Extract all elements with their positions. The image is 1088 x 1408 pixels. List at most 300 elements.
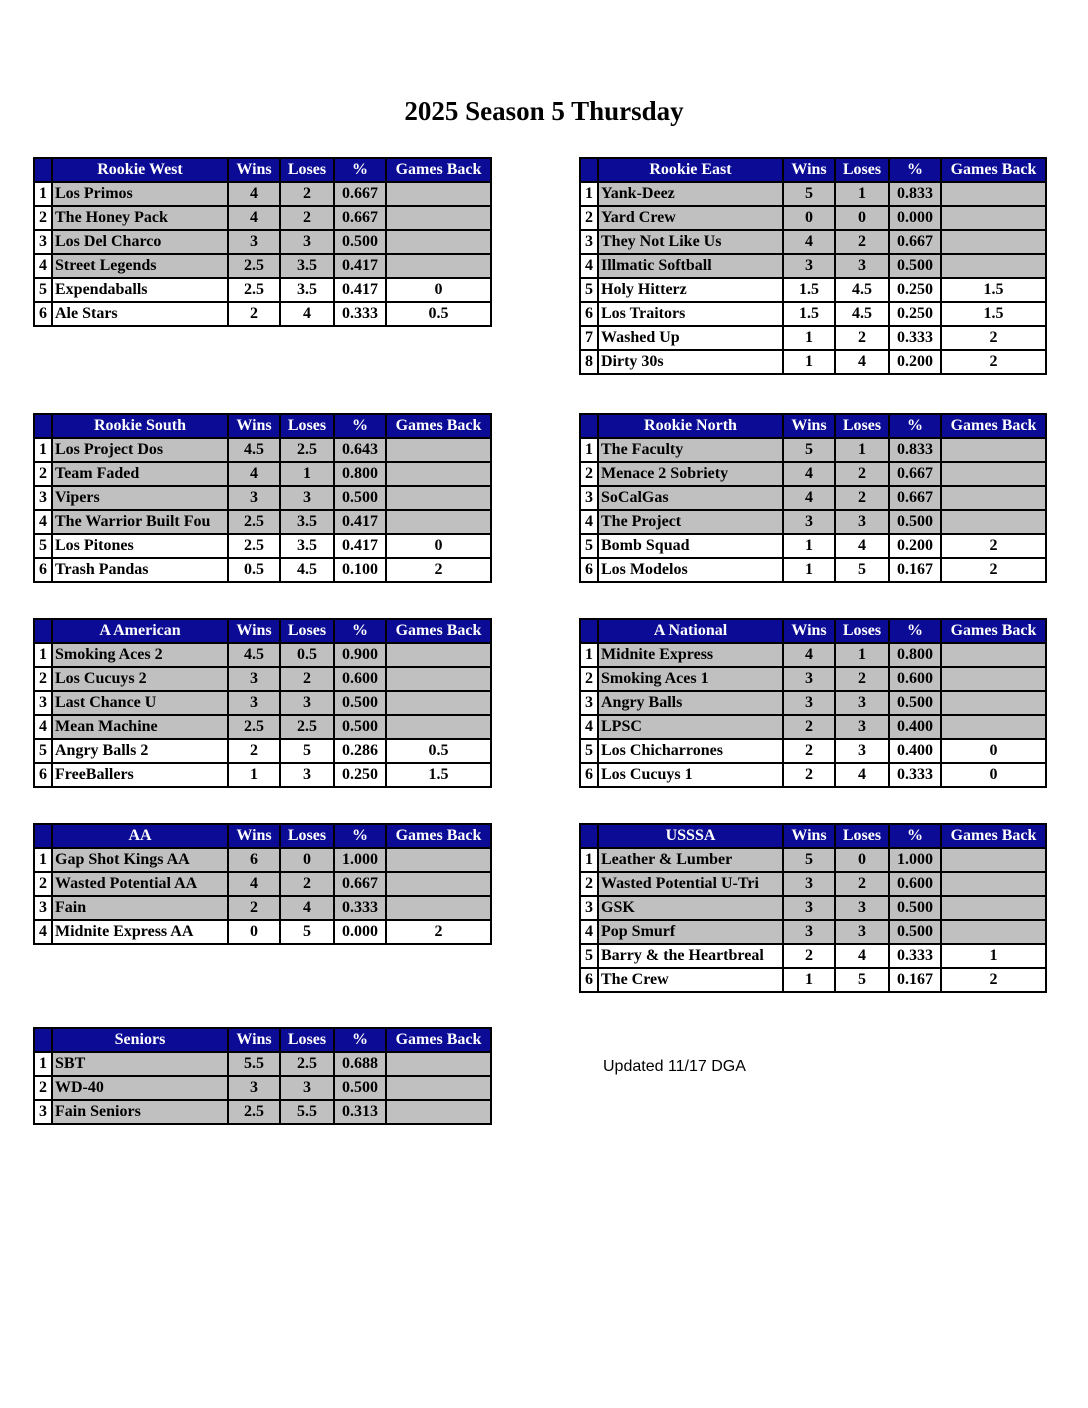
pct-cell: 0.667 xyxy=(889,462,941,486)
team-name-cell: Leather & Lumber xyxy=(598,848,783,872)
pct-cell: 0.667 xyxy=(889,230,941,254)
rank-cell: 2 xyxy=(580,206,598,230)
table-row xyxy=(34,715,491,739)
games-back-header: Games Back xyxy=(941,158,1046,182)
games-back-header: Games Back xyxy=(386,158,491,182)
wins-cell: 3 xyxy=(228,691,280,715)
games-back-cell xyxy=(386,1052,491,1076)
games-back-cell xyxy=(386,230,491,254)
pct-cell: 0.333 xyxy=(889,763,941,787)
loses-header: Loses xyxy=(280,414,334,438)
rank-cell: 4 xyxy=(580,920,598,944)
team-name-cell: Angry Balls xyxy=(598,691,783,715)
games-back-cell: 0 xyxy=(386,534,491,558)
division-name: Rookie West xyxy=(52,158,228,182)
pct-cell: 0.333 xyxy=(334,896,386,920)
loses-cell: 2 xyxy=(835,230,889,254)
division-name: A National xyxy=(598,619,783,643)
loses-cell: 2 xyxy=(835,486,889,510)
rank-cell: 5 xyxy=(580,534,598,558)
standings-table-rookie-south xyxy=(33,413,492,583)
division-name: Seniors xyxy=(52,1028,228,1052)
pct-cell: 0.500 xyxy=(334,715,386,739)
team-name-cell: Los Pitones xyxy=(52,534,228,558)
table-row xyxy=(34,1052,491,1076)
team-name-cell: Street Legends xyxy=(52,254,228,278)
rank-cell: 6 xyxy=(34,558,52,582)
division-name: USSSA xyxy=(598,824,783,848)
loses-cell: 2.5 xyxy=(280,438,334,462)
standings-table-usssa xyxy=(579,823,1047,993)
rank-cell: 1 xyxy=(580,643,598,667)
loses-cell: 4 xyxy=(280,302,334,326)
table-row xyxy=(34,278,491,302)
table-row xyxy=(580,715,1046,739)
wins-cell: 4 xyxy=(228,462,280,486)
pct-cell: 0.643 xyxy=(334,438,386,462)
wins-cell: 4 xyxy=(783,230,835,254)
loses-cell: 2 xyxy=(835,326,889,350)
team-name-cell: Washed Up xyxy=(598,326,783,350)
wins-header: Wins xyxy=(228,158,280,182)
wins-cell: 1 xyxy=(783,558,835,582)
standings-table-aa xyxy=(33,823,492,945)
games-back-cell xyxy=(941,438,1046,462)
loses-cell: 2 xyxy=(280,667,334,691)
wins-cell: 4.5 xyxy=(228,438,280,462)
team-name-cell: Los Traitors xyxy=(598,302,783,326)
games-back-cell xyxy=(941,462,1046,486)
loses-cell: 5 xyxy=(280,920,334,944)
team-name-cell: The Project xyxy=(598,510,783,534)
table-row xyxy=(34,558,491,582)
pct-cell: 0.800 xyxy=(889,643,941,667)
games-back-cell xyxy=(386,1100,491,1124)
pct-cell: 0.500 xyxy=(334,1076,386,1100)
team-name-cell: Angry Balls 2 xyxy=(52,739,228,763)
games-back-cell xyxy=(386,462,491,486)
wins-cell: 4 xyxy=(783,643,835,667)
rank-cell: 2 xyxy=(34,462,52,486)
table-row xyxy=(580,438,1046,462)
rank-header xyxy=(580,158,598,182)
table-row xyxy=(580,254,1046,278)
table-row xyxy=(34,896,491,920)
games-back-cell xyxy=(941,715,1046,739)
team-name-cell: Trash Pandas xyxy=(52,558,228,582)
rank-header xyxy=(580,619,598,643)
team-name-cell: Illmatic Softball xyxy=(598,254,783,278)
loses-header: Loses xyxy=(835,824,889,848)
games-back-cell xyxy=(941,872,1046,896)
wins-cell: 2.5 xyxy=(228,534,280,558)
table-row xyxy=(580,462,1046,486)
rank-cell: 4 xyxy=(580,715,598,739)
wins-cell: 4.5 xyxy=(228,643,280,667)
table-row xyxy=(34,510,491,534)
wins-cell: 3 xyxy=(783,691,835,715)
wins-cell: 2.5 xyxy=(228,254,280,278)
pct-cell: 0.688 xyxy=(334,1052,386,1076)
table-row xyxy=(34,763,491,787)
pct-cell: 0.667 xyxy=(334,182,386,206)
table-row xyxy=(580,896,1046,920)
standings-table-seniors xyxy=(33,1027,492,1125)
games-back-cell xyxy=(941,920,1046,944)
loses-cell: 3.5 xyxy=(280,510,334,534)
table-row xyxy=(580,206,1046,230)
pct-cell: 0.833 xyxy=(889,438,941,462)
updated-note: Updated 11/17 DGA xyxy=(603,1058,746,1075)
games-back-cell xyxy=(941,206,1046,230)
wins-cell: 2.5 xyxy=(228,1100,280,1124)
loses-cell: 2 xyxy=(835,872,889,896)
rank-cell: 5 xyxy=(34,278,52,302)
table-row xyxy=(580,848,1046,872)
team-name-cell: Los Del Charco xyxy=(52,230,228,254)
wins-cell: 3 xyxy=(783,896,835,920)
table-row xyxy=(580,230,1046,254)
table-row xyxy=(580,278,1046,302)
loses-cell: 4.5 xyxy=(280,558,334,582)
pct-cell: 0.900 xyxy=(334,643,386,667)
rank-cell: 1 xyxy=(34,643,52,667)
pct-cell: 0.250 xyxy=(889,302,941,326)
wins-cell: 2 xyxy=(228,896,280,920)
pct-cell: 0.333 xyxy=(889,326,941,350)
table-row xyxy=(34,667,491,691)
games-back-cell: 1.5 xyxy=(941,278,1046,302)
team-name-cell: Los Modelos xyxy=(598,558,783,582)
rank-cell: 6 xyxy=(580,558,598,582)
games-back-header: Games Back xyxy=(386,619,491,643)
pct-cell: 0.667 xyxy=(889,486,941,510)
team-name-cell: The Honey Pack xyxy=(52,206,228,230)
team-name-cell: Vipers xyxy=(52,486,228,510)
games-back-cell xyxy=(941,230,1046,254)
rank-cell: 4 xyxy=(34,715,52,739)
table-row xyxy=(580,302,1046,326)
games-back-cell xyxy=(941,510,1046,534)
table-row xyxy=(34,486,491,510)
team-name-cell: Yank-Deez xyxy=(598,182,783,206)
games-back-header: Games Back xyxy=(941,824,1046,848)
table-row xyxy=(34,1076,491,1100)
table-row xyxy=(34,438,491,462)
pct-cell: 0.000 xyxy=(334,920,386,944)
rank-header xyxy=(34,158,52,182)
rank-header xyxy=(580,414,598,438)
wins-cell: 2.5 xyxy=(228,715,280,739)
pct-cell: 0.500 xyxy=(889,920,941,944)
loses-cell: 3 xyxy=(835,691,889,715)
loses-cell: 5 xyxy=(835,968,889,992)
wins-cell: 2 xyxy=(228,739,280,763)
pct-cell: 0.250 xyxy=(889,278,941,302)
pct-cell: 0.800 xyxy=(334,462,386,486)
games-back-cell xyxy=(386,1076,491,1100)
team-name-cell: GSK xyxy=(598,896,783,920)
table-row xyxy=(580,182,1046,206)
wins-cell: 3 xyxy=(228,667,280,691)
wins-cell: 1.5 xyxy=(783,278,835,302)
wins-cell: 2 xyxy=(783,944,835,968)
loses-cell: 1 xyxy=(835,643,889,667)
wins-cell: 5 xyxy=(783,848,835,872)
table-row xyxy=(580,872,1046,896)
team-name-cell: Menace 2 Sobriety xyxy=(598,462,783,486)
loses-cell: 3 xyxy=(835,896,889,920)
games-back-cell xyxy=(386,691,491,715)
games-back-cell: 0.5 xyxy=(386,302,491,326)
team-name-cell: Midnite Express AA xyxy=(52,920,228,944)
games-back-cell xyxy=(386,715,491,739)
pct-cell: 0.500 xyxy=(889,896,941,920)
rank-cell: 3 xyxy=(34,896,52,920)
rank-cell: 3 xyxy=(580,896,598,920)
division-name: Rookie North xyxy=(598,414,783,438)
rank-cell: 3 xyxy=(580,486,598,510)
games-back-cell xyxy=(941,254,1046,278)
pct-cell: 0.200 xyxy=(889,534,941,558)
wins-header: Wins xyxy=(783,414,835,438)
standings-table-rookie-west xyxy=(33,157,492,327)
wins-cell: 3 xyxy=(228,1076,280,1100)
games-back-cell xyxy=(386,896,491,920)
loses-cell: 5 xyxy=(280,739,334,763)
team-name-cell: Midnite Express xyxy=(598,643,783,667)
wins-header: Wins xyxy=(783,824,835,848)
header-row xyxy=(34,414,491,438)
rank-header xyxy=(34,619,52,643)
rank-cell: 3 xyxy=(34,691,52,715)
table-row xyxy=(34,206,491,230)
team-name-cell: The Crew xyxy=(598,968,783,992)
rank-cell: 4 xyxy=(34,254,52,278)
wins-cell: 1 xyxy=(783,326,835,350)
pct-cell: 0.167 xyxy=(889,558,941,582)
loses-header: Loses xyxy=(835,158,889,182)
rank-cell: 2 xyxy=(34,206,52,230)
loses-cell: 1 xyxy=(835,182,889,206)
games-back-cell: 2 xyxy=(941,968,1046,992)
games-back-cell: 1 xyxy=(941,944,1046,968)
header-row xyxy=(580,414,1046,438)
header-row xyxy=(580,824,1046,848)
loses-cell: 3.5 xyxy=(280,254,334,278)
loses-cell: 4 xyxy=(835,534,889,558)
standings-table-a-american xyxy=(33,618,492,788)
loses-cell: 4.5 xyxy=(835,302,889,326)
wins-cell: 1.5 xyxy=(783,302,835,326)
pct-cell: 1.000 xyxy=(334,848,386,872)
pct-header: % xyxy=(889,824,941,848)
rank-cell: 3 xyxy=(34,230,52,254)
page-title: 2025 Season 5 Thursday xyxy=(404,96,684,126)
wins-cell: 5 xyxy=(783,438,835,462)
rank-cell: 1 xyxy=(580,182,598,206)
table-row xyxy=(580,667,1046,691)
team-name-cell: Last Chance U xyxy=(52,691,228,715)
team-name-cell: Los Chicharrones xyxy=(598,739,783,763)
pct-header: % xyxy=(889,619,941,643)
loses-cell: 2.5 xyxy=(280,1052,334,1076)
table-row xyxy=(580,510,1046,534)
loses-cell: 1 xyxy=(835,438,889,462)
pct-cell: 0.333 xyxy=(889,944,941,968)
loses-cell: 3 xyxy=(280,230,334,254)
table-row xyxy=(34,872,491,896)
team-name-cell: Team Faded xyxy=(52,462,228,486)
rank-cell: 3 xyxy=(580,691,598,715)
rank-cell: 4 xyxy=(580,254,598,278)
pct-header: % xyxy=(334,619,386,643)
games-back-cell: 0 xyxy=(386,278,491,302)
loses-cell: 4 xyxy=(280,896,334,920)
games-back-cell xyxy=(386,438,491,462)
loses-cell: 3 xyxy=(835,739,889,763)
wins-cell: 5.5 xyxy=(228,1052,280,1076)
pct-cell: 0.200 xyxy=(889,350,941,374)
games-back-cell: 2 xyxy=(941,558,1046,582)
wins-cell: 4 xyxy=(228,872,280,896)
table-row xyxy=(580,739,1046,763)
games-back-header: Games Back xyxy=(941,619,1046,643)
team-name-cell: Pop Smurf xyxy=(598,920,783,944)
loses-cell: 4.5 xyxy=(835,278,889,302)
rank-header xyxy=(580,824,598,848)
team-name-cell: Los Project Dos xyxy=(52,438,228,462)
wins-cell: 2.5 xyxy=(228,278,280,302)
table-row xyxy=(580,534,1046,558)
games-back-header: Games Back xyxy=(386,414,491,438)
games-back-cell: 1.5 xyxy=(386,763,491,787)
loses-cell: 3.5 xyxy=(280,278,334,302)
rank-header xyxy=(34,1028,52,1052)
loses-cell: 0.5 xyxy=(280,643,334,667)
games-back-cell xyxy=(941,691,1046,715)
wins-cell: 1 xyxy=(783,534,835,558)
pct-cell: 0.600 xyxy=(334,667,386,691)
team-name-cell: Bomb Squad xyxy=(598,534,783,558)
table-row xyxy=(580,944,1046,968)
games-back-cell xyxy=(941,486,1046,510)
team-name-cell: Dirty 30s xyxy=(598,350,783,374)
loses-cell: 2 xyxy=(835,462,889,486)
header-row xyxy=(34,824,491,848)
table-row xyxy=(34,230,491,254)
rank-cell: 2 xyxy=(580,667,598,691)
header-row xyxy=(580,158,1046,182)
pct-header: % xyxy=(889,414,941,438)
loses-cell: 5 xyxy=(835,558,889,582)
rank-cell: 2 xyxy=(34,1076,52,1100)
rank-cell: 8 xyxy=(580,350,598,374)
games-back-cell: 2 xyxy=(941,350,1046,374)
team-name-cell: Wasted Potential AA xyxy=(52,872,228,896)
games-back-cell xyxy=(386,206,491,230)
loses-cell: 4 xyxy=(835,350,889,374)
games-back-cell: 1.5 xyxy=(941,302,1046,326)
pct-cell: 0.417 xyxy=(334,254,386,278)
table-row xyxy=(34,848,491,872)
games-back-cell: 2 xyxy=(386,920,491,944)
pct-cell: 0.286 xyxy=(334,739,386,763)
loses-cell: 0 xyxy=(280,848,334,872)
loses-cell: 3 xyxy=(835,715,889,739)
wins-cell: 1 xyxy=(783,350,835,374)
pct-cell: 0.500 xyxy=(334,486,386,510)
rank-cell: 6 xyxy=(34,302,52,326)
games-back-header: Games Back xyxy=(941,414,1046,438)
loses-header: Loses xyxy=(280,158,334,182)
pct-cell: 0.500 xyxy=(889,691,941,715)
rank-cell: 5 xyxy=(580,278,598,302)
table-row xyxy=(34,1100,491,1124)
rank-cell: 2 xyxy=(34,667,52,691)
rank-cell: 7 xyxy=(580,326,598,350)
loses-cell: 3 xyxy=(835,254,889,278)
loses-cell: 3 xyxy=(280,1076,334,1100)
wins-cell: 2.5 xyxy=(228,510,280,534)
team-name-cell: LPSC xyxy=(598,715,783,739)
rank-cell: 6 xyxy=(580,968,598,992)
rank-cell: 4 xyxy=(34,920,52,944)
table-row xyxy=(34,643,491,667)
pct-cell: 0.100 xyxy=(334,558,386,582)
wins-cell: 2 xyxy=(783,739,835,763)
games-back-cell: 0 xyxy=(941,739,1046,763)
table-row xyxy=(580,558,1046,582)
rank-cell: 2 xyxy=(580,872,598,896)
wins-cell: 3 xyxy=(783,510,835,534)
loses-header: Loses xyxy=(280,619,334,643)
rank-cell: 1 xyxy=(580,438,598,462)
wins-header: Wins xyxy=(783,619,835,643)
games-back-cell xyxy=(386,872,491,896)
table-row xyxy=(34,182,491,206)
table-row xyxy=(34,254,491,278)
wins-header: Wins xyxy=(228,1028,280,1052)
rank-cell: 6 xyxy=(34,763,52,787)
wins-cell: 4 xyxy=(783,462,835,486)
table-row xyxy=(580,968,1046,992)
table-row xyxy=(580,326,1046,350)
games-back-cell xyxy=(386,486,491,510)
loses-cell: 2 xyxy=(280,182,334,206)
pct-cell: 0.600 xyxy=(889,872,941,896)
team-name-cell: Expendaballs xyxy=(52,278,228,302)
table-row xyxy=(34,534,491,558)
wins-header: Wins xyxy=(228,414,280,438)
header-row xyxy=(580,619,1046,643)
team-name-cell: Smoking Aces 1 xyxy=(598,667,783,691)
pct-header: % xyxy=(334,414,386,438)
table-row xyxy=(580,691,1046,715)
games-back-cell xyxy=(941,848,1046,872)
wins-cell: 5 xyxy=(783,182,835,206)
pct-cell: 1.000 xyxy=(889,848,941,872)
wins-cell: 2 xyxy=(228,302,280,326)
team-name-cell: FreeBallers xyxy=(52,763,228,787)
loses-cell: 2.5 xyxy=(280,715,334,739)
rank-cell: 5 xyxy=(580,944,598,968)
rank-cell: 3 xyxy=(580,230,598,254)
rank-cell: 5 xyxy=(34,534,52,558)
rank-cell: 1 xyxy=(34,438,52,462)
standings-table-a-national xyxy=(579,618,1047,788)
wins-cell: 0 xyxy=(228,920,280,944)
